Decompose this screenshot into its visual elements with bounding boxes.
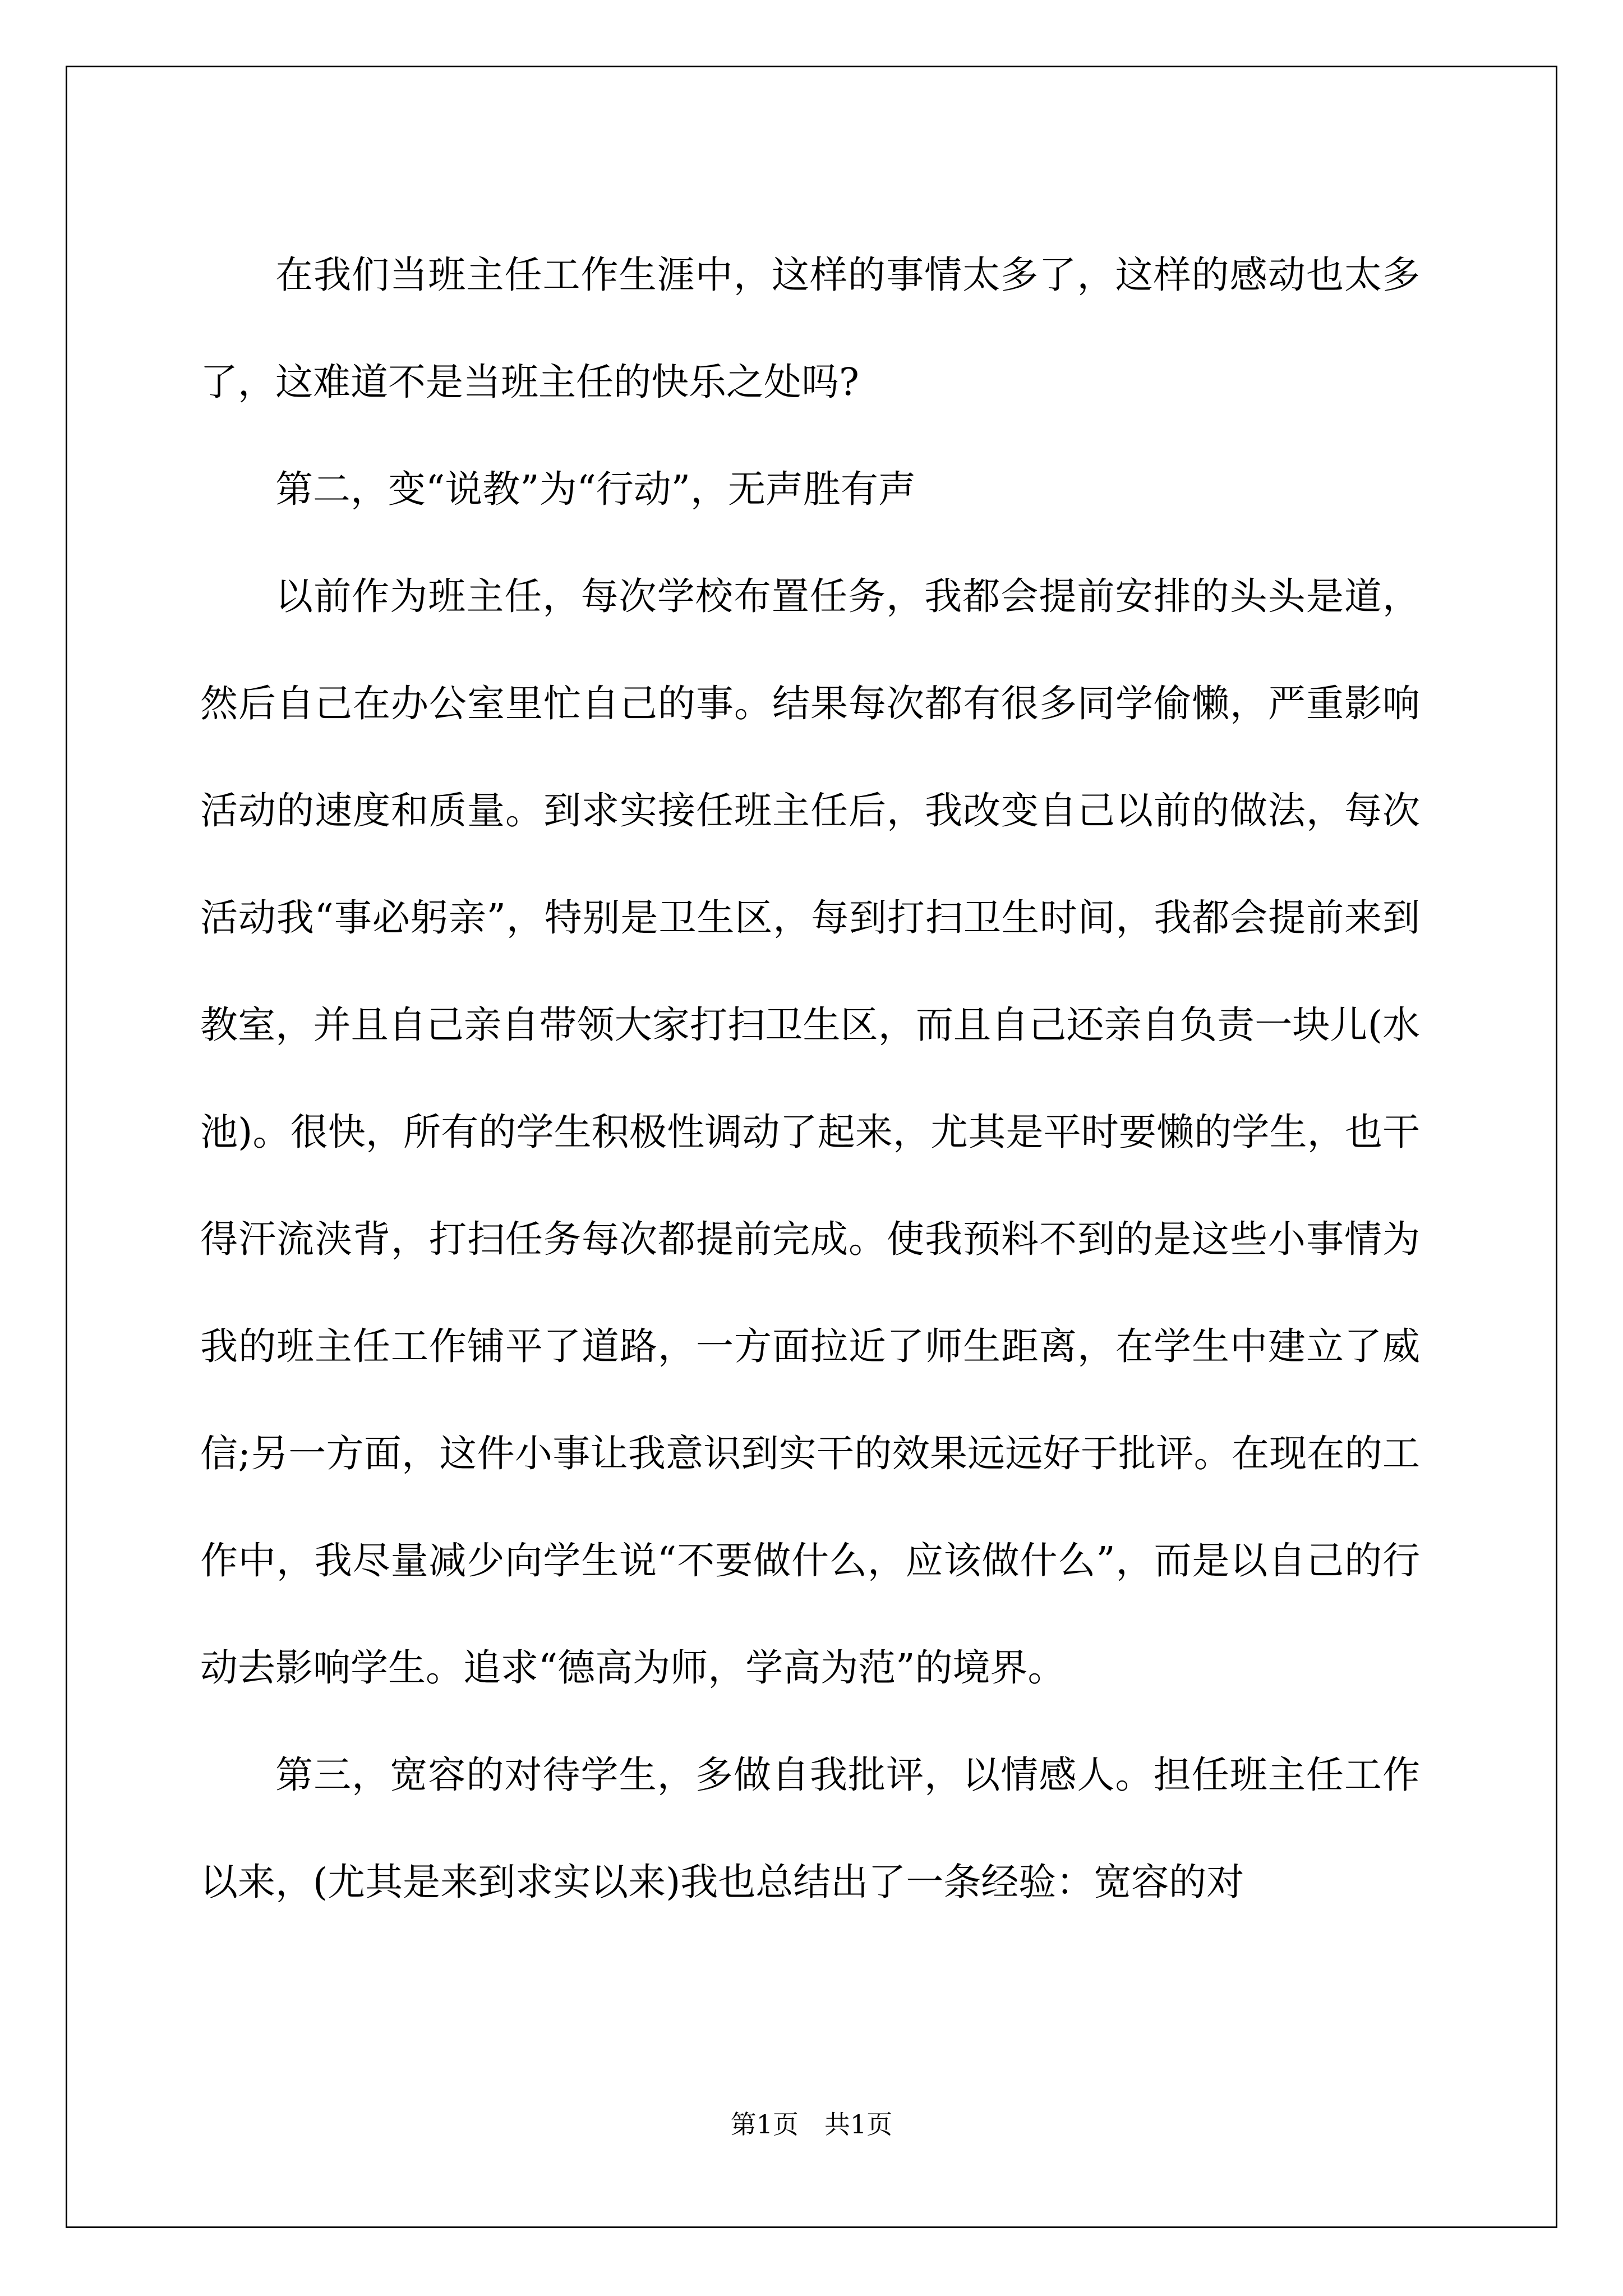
paragraph: 在我们当班主任工作生涯中，这样的事情太多了，这样的感动也太多了，这难道不是当班主任的快乐之处吗?: [200, 253, 1420, 404]
page-footer: [0, 2108, 1623, 2141]
document-body: [200, 222, 1420, 1936]
page-number-current: 第1页: [730, 2109, 799, 2139]
paragraph: 以前作为班主任，每次学校布置任务，我都会提前安排的头头是道，然后自己在办公室里忙自己的事。结果每次都有很多同学偷懒，严重影响活动的速度和质量。到求实接任班主任后，我改变自己以前的做法，每次活动我“事必躬亲”，特别是卫生区，每到打扫卫生时间，我都会提前来到教室，并且自己亲自带领大家打扫卫生区，而且自己还亲自负责一块儿(水池)。很快，所有的学生积极性调动了起来，尤其是平时要懒的学生，也干得汗流浃背，打扫任务每次都提前完成。使我预料不到的是这些小事情为我的班主任工作铺平了道路，一方面拉近了师生距离，在学生中建立了威信;另一方面，这件小事让我意识到实干的效果远远好于批评。在现在的工作中，我尽量减少向学生说“不要做什么，应该做什么”，而是以自己的行动去影响学生。追求“德高为师，学高为范”的境界。: [200, 574, 1420, 1690]
page-number-total: 共1页: [824, 2109, 893, 2139]
paragraph: 第三，宽容的对待学生，多做自我批评，以情感人。担任班主任工作以来，(尤其是来到求实以来)我也总结出了一条经验：宽容的对: [200, 1753, 1420, 1904]
paragraph: 第二，变“说教”为“行动”，无声胜有声: [275, 467, 916, 511]
